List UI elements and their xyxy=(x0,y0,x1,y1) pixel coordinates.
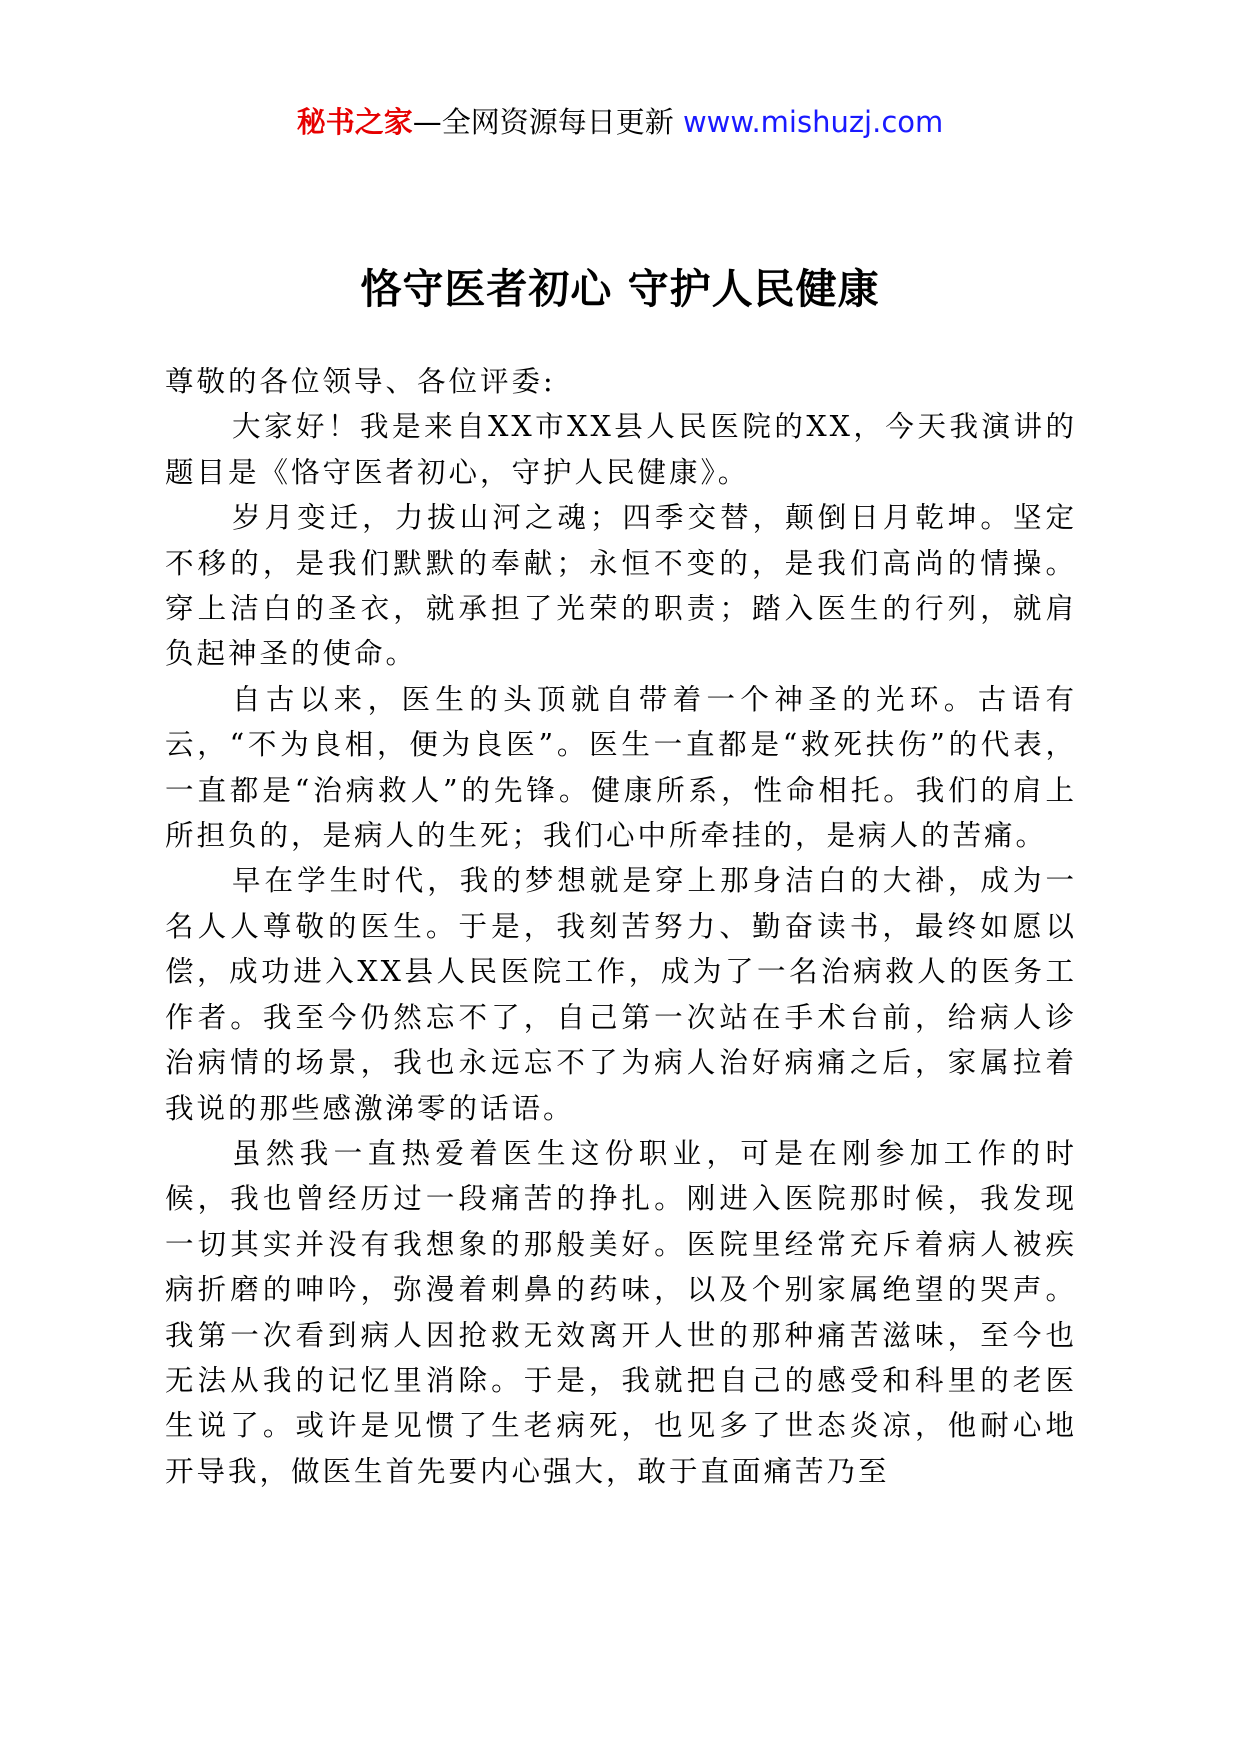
site-tagline: —全网资源每日更新 xyxy=(412,105,683,139)
body-paragraph-1: 大家好！我是来自XX市XX县人民医院的XX，今天我演讲的题目是《恪守医者初心，守护人民健康》。 xyxy=(165,410,1077,489)
site-header xyxy=(0,102,1240,142)
body-paragraph-3: 自古以来，医生的头顶就自带着一个神圣的光环。古语有云，“不为良相，便为良医”。医生一直都是“救死扶伤”的代表，一直都是“治病救人”的先锋。健康所系，性命相托。我们的肩上所担负的，是病人的生死；我们心中所牵挂的，是病人的苦痛。 xyxy=(165,682,1077,853)
site-url-link[interactable]: www.mishuzj.com xyxy=(682,105,944,139)
body-paragraph-2: 岁月变迁，力拔山河之魂；四季交替，颠倒日月乾坤。坚定不移的，是我们默默的奉献；永恒不变的，是我们高尚的情操。穿上洁白的圣衣，就承担了光荣的职责；踏入医生的行列，就肩负起神圣的使命。 xyxy=(165,501,1077,671)
document-body xyxy=(165,359,1077,1494)
body-paragraph-4: 早在学生时代，我的梦想就是穿上那身洁白的大褂，成为一名人人尊敬的医生。于是，我刻苦努力、勤奋读书，最终如愿以偿，成功进入XX县人民医院工作，成为了一名治病救人的医务工作者。我至今仍然忘不了，自己第一次站在手术台前，给病人诊治病情的场景，我也永远忘不了为病人治好病痛之后，家属拉着我说的那些感激涕零的话语。 xyxy=(165,864,1077,1125)
document-title: 恪守医者初心 守护人民健康 xyxy=(360,265,880,314)
site-brand: 秘书之家 xyxy=(296,105,413,139)
body-paragraph-5: 虽然我一直热爱着医生这份职业，可是在刚参加工作的时候，我也曾经历过一段痛苦的挣扎。刚进入医院那时候，我发现一切其实并没有我想象的那般美好。医院里经常充斥着病人被疾病折磨的呻吟，弥漫着刺鼻的药味，以及个别家属绝望的哭声。我第一次看到病人因抢救无效离开人世的那种痛苦滋味，至今也无法从我的记忆里消除。于是，我就把自己的感受和科里的老医生说了。或许是见惯了生老病死，也见多了世态炎凉，他耐心地开导我，做医生首先要内心强大，敢于直面痛苦乃至 xyxy=(165,1136,1077,1488)
salutation: 尊敬的各位领导、各位评委: xyxy=(165,365,556,398)
